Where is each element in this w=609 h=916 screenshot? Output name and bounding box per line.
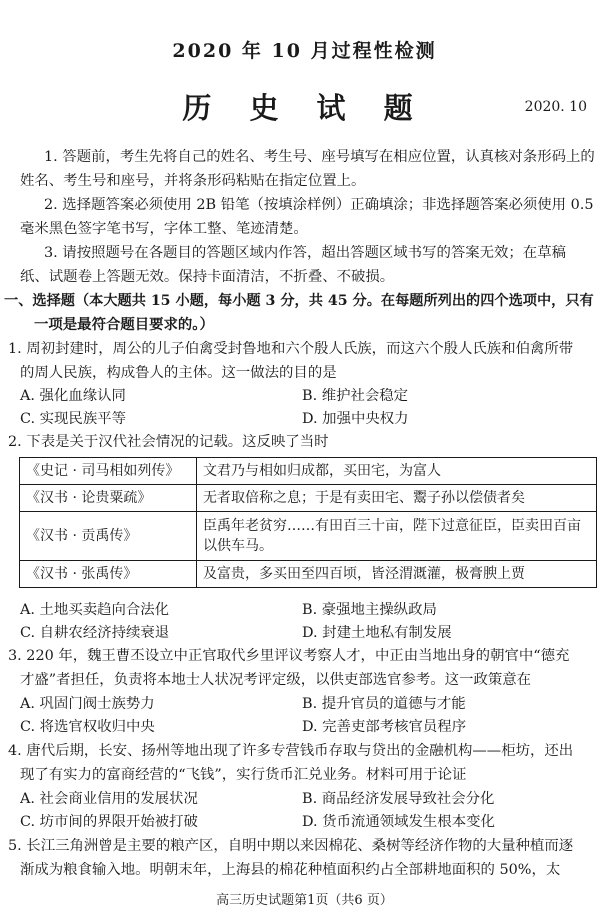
instruction-line: 1. 答题前，考生先将自己的姓名、考生号、座号填写在相应位置，认真核对条形码上的 bbox=[44, 149, 595, 165]
option-b: B. 提升官员的道德与才能 bbox=[302, 696, 466, 712]
table-cell-source: 《汉书 · 张禹传》 bbox=[20, 561, 197, 588]
option-d: D. 加强中央权力 bbox=[302, 411, 409, 427]
page-title: 历 史 试 题 bbox=[182, 91, 427, 125]
table-cell-text: 及富贵，多买田至四百顷，皆泾渭溉灌，极膏腴上贾 bbox=[197, 561, 597, 588]
option-b: B. 商品经济发展导致社会分化 bbox=[302, 791, 495, 807]
table-cell-text: 臣禹年老贫穷……有田百三十亩，陛下过意征臣，臣卖田百亩以供车马。 bbox=[197, 512, 597, 561]
instruction-line: 纸、试题卷上答题无效。保持卡面清洁，不折叠、不破损。 bbox=[20, 269, 395, 285]
table-cell-source: 《汉书 · 贡禹传》 bbox=[20, 512, 197, 561]
question-stem: 渐成为粮食输入地。明朝末年，上海县的棉花种植面积约占全部耕地面积的 50%，太 bbox=[20, 862, 561, 878]
option-c: C. 坊市间的界限开始被打破 bbox=[20, 814, 198, 830]
table-cell-source: 《史记 · 司马相如列传》 bbox=[20, 458, 197, 485]
table-row bbox=[20, 512, 597, 561]
exam-date: 2020. 10 bbox=[524, 99, 587, 115]
question-stem: 才盛”者担任，负责将本地士人状况考评定级，以供吏部选官参考。这一政策意在 bbox=[20, 672, 532, 688]
table-row bbox=[20, 485, 597, 512]
question-stem: 3. 220 年，魏王曹丕设立中正官取代乡里评议考察人才，中正由当地出身的朝官中“德充 bbox=[8, 648, 570, 664]
option-a: A. 强化血缘认同 bbox=[20, 388, 126, 404]
table-row bbox=[20, 458, 597, 485]
question-stem: 现了有实力的富商经营的“飞钱”，实行货币汇兑业务。材料可用于论证 bbox=[20, 767, 467, 783]
option-c: C. 实现民族平等 bbox=[20, 411, 126, 427]
option-d: D. 完善吏部考核官员程序 bbox=[302, 719, 467, 735]
option-c: C. 将选官权收归中央 bbox=[20, 719, 155, 735]
table-cell-text: 无者取倍称之息；于是有卖田宅、鬻子孙以偿债者矣 bbox=[197, 485, 597, 512]
option-b: B. 豪强地主操纵政局 bbox=[302, 602, 437, 618]
option-d: D. 货币流通领域发生根本变化 bbox=[302, 814, 495, 830]
page-footer: 高三历史试题第1页（共6 页） bbox=[216, 893, 393, 908]
table-cell-source: 《汉书 · 论贵粟疏》 bbox=[20, 485, 197, 512]
question-stem: 2. 下表是关于汉代社会情况的记载。这反映了当时 bbox=[8, 434, 329, 450]
instruction-line: 3. 请按照题号在各题目的答题区域内作答，超出答题区域书写的答案无效；在草稿 bbox=[44, 245, 566, 261]
exam-header: 2020 年 10 月过程性检测 bbox=[172, 40, 437, 62]
table-cell-text: 文君乃与相如归成都，买田宅，为富人 bbox=[197, 458, 597, 485]
option-a: A. 土地买卖趋向合法化 bbox=[20, 602, 170, 618]
question-stem: 4. 唐代后期，长安、扬州等地出现了许多专营钱币存取与贷出的金融机构——柜坊，还出 bbox=[8, 743, 574, 759]
instruction-line: 2. 选择题答案必须使用 2B 铅笔（按填涂样例）正确填涂；非选择题答案必须使用 0.5 bbox=[44, 197, 594, 213]
section-heading: 一、选择题（本大题共 15 小题，每小题 3 分，共 45 分。在每题所列出的四个选项中，只有 bbox=[4, 293, 594, 309]
question-stem: 1. 周初封建时，周公的儿子伯禽受封鲁地和六个殷人氏族，而这六个殷人氏族和伯禽所带 bbox=[8, 341, 574, 357]
option-d: D. 封建土地私有制发展 bbox=[302, 625, 452, 641]
section-heading: 一项是最符合题目要求的。） bbox=[34, 316, 214, 333]
question-stem: 5. 长江三角洲曾是主要的粮产区，自明中期以来因棉花、桑树等经济作物的大量种植而逐 bbox=[8, 838, 574, 854]
option-c: C. 自耕农经济持续衰退 bbox=[20, 625, 170, 641]
option-a: A. 社会商业信用的发展状况 bbox=[20, 791, 198, 807]
option-a: A. 巩固门阀士族势力 bbox=[20, 696, 155, 712]
question-stem: 的周人民族，构成鲁人的主体。这一做法的目的是 bbox=[20, 365, 337, 381]
option-b: B. 维护社会稳定 bbox=[302, 388, 409, 404]
instruction-line: 毫米黑色签字笔书写，字体工整、笔迹清楚。 bbox=[20, 221, 308, 237]
record-table bbox=[19, 457, 597, 588]
instruction-line: 姓名、考生号和座号，并将条形码粘贴在指定位置上。 bbox=[20, 173, 366, 189]
table-row bbox=[20, 561, 597, 588]
